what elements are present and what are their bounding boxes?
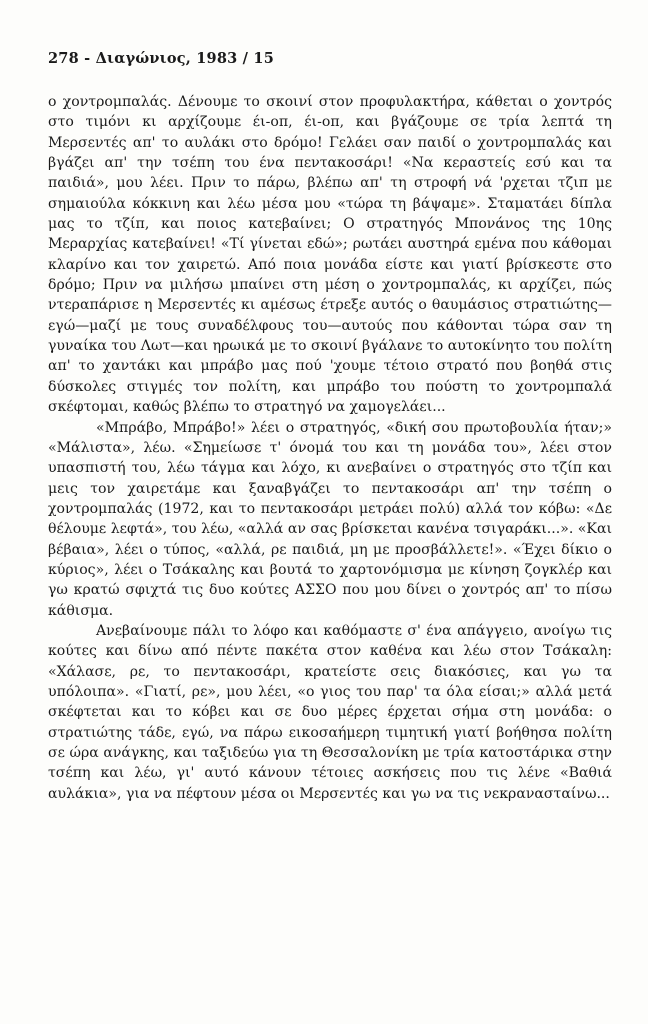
running-head: 278 - Διαγώνιος, 1983 / 15: [48, 50, 274, 67]
paragraph-1: ο χοντρομπαλάς. Δένουμε το σκοινί στον προφυλακτήρα, κάθεται ο χοντρός στο τιμόνι κι αρχίζουμε έι-οπ, έι-οπ, και βγάζουμε σε τρία λεπτά τη Μερσεντές απ' το αυλάκι στο δρόμο! Γελάει σαν παιδί ο χοντρομπαλάς και βγάζει απ' την τσέπη του ένα πεντακοσάρι! «Να κεραστείς εσύ και τα παιδιά», μου λέει. Πριν το πάρω, βλέπω απ' τη στροφή νά 'ρχεται τζιπ με σημαιούλα κόκκινη και λέω μέσα μου «τώρα τη βάψαμε». Σταματάει δίπλα μας το τζίπ, και ποιος κατεβαίνει; Ο στρατηγός Μπονάνος της 10ης Μεραρχίας κατεβαίνει! «Τί γίνεται εδώ»; ρωτάει αυστηρά εμένα που κάθομαι κλαρίνο και τον χαιρετώ. Από ποια μονάδα είστε και γιατί βρίσκεστε στο δρόμο; Πριν να μιλήσω μπαίνει στη μέση ο χοντρομπαλάς, κι αρχίζει, πώς ντεραπάρισε η Μερσεντές κι αμέσως έτρεξε αυτός ο θαυμάσιος στρατιώτης— εγώ—μαζί με τους συναδέλφους του—αυτούς που κάθονται τώρα σαν τη γυναίκα του Λωτ—και ηρωικά με το σκοινί βγάλανε το αυτοκίνητο του πολίτη απ' το χαντάκι και μπράβο μας πού 'χουμε τέτοιο στρατό που βοηθά στις δύσκολες στιγμές τον πολίτη, και μπράβο του πούστη το χοντρομπαλά σκέφτομαι, καθώς βλέπω το στρατηγό να χαμογελάει...: [48, 94, 612, 416]
paragraph-2: «Μπράβο, Μπράβο!» λέει ο στρατηγός, «δική σου πρωτοβουλία ήταν;» «Μάλιστα», λέω. «Σημείωσε τ' όνομά του και τη μονάδα του», λέει στον υπασπιστή του, λέω τάγμα και λόχο, κι ανεβαίνει ο στρατηγός στο τζίπ και μεις τον χαιρετάμε και ξαναβγάζει το πεντακοσάρι απ' την τσέπη ο χοντρομπαλάς (1972, και το πεντακοσάρι μετράει πολύ) αλλά τον κόβω: «Δε θέλουμε λεφτά», του λέω, «αλλά αν σας βρίσκεται κανένα τσιγαράκι...». «Και βέβαια», λέει ο τύπος, «αλλά, ρε παιδιά, μη με προσβάλλετε!». «Έχει δίκιο ο κύριος», λέει ο Τσάκαλης και βουτά το χαρτονόμισμα με κίνηση ζογκλέρ και γω κρατώ σφιχτά τις δυο κούτες ΑΣΣΟ που μου δίνει ο χοντρός απ' το πίσω κάθισμα.: [48, 419, 612, 619]
body-text: [48, 92, 612, 804]
paragraph-3: Ανεβαίνουμε πάλι το λόφο και καθόμαστε σ' ένα απάγγειο, ανοίγω τις κούτες και δίνω από πέντε πακέτα στον καθένα και λέω στον Τσάκαλη: «Χάλασε, ρε, το πεντακοσάρι, κρατείστε σεις διακόσιες, και γω τα υπόλοιπα». «Γιατί, ρε», μου λέει, «ο γιος του παρ' τα όλα είσαι;» αλλά μετά σκέφτεται και το κόβει και σε δυο μέρες έρχεται σήμα στη μονάδα: ο στρατιώτης τάδε, εγώ, να πάρω εικοσαήμερη τιμητική γιατί βοήθησα πολίτη σε ώρα ανάγκης, και ταξιδεύω για τη Θεσσαλονίκη με τρία κατοστάρικα στην τσέπη και λέω, γι' αυτό κάνουν τέτοιες ασκήσεις που τις λένε «Βαθιά αυλάκια», για να πέφτουν μέσα οι Μερσεντές και γω να τις νεκρανασταίνω...: [48, 622, 612, 802]
